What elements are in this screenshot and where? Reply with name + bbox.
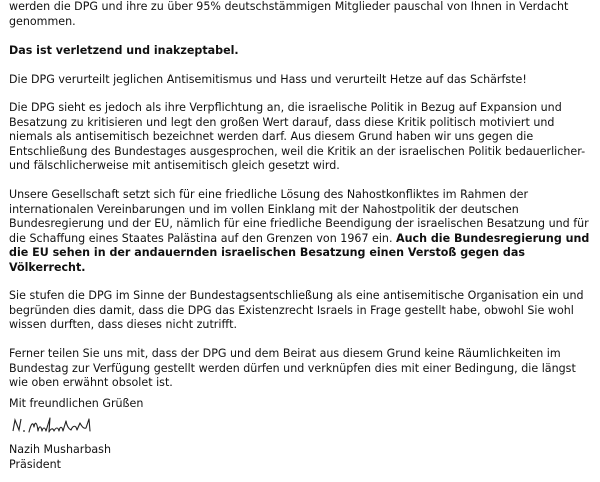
paragraph-criticism: Die DPG sieht es jedoch als ihre Verpflichtung an, die israelische Politik in Bezug auf Expansion und Besatzung zu kritisieren und legt den großen Wert darauf, dass diese Kritik politisch motiviert und niemals als antisemitisch bezeichnet werden darf. Aus diesem Grund haben wir uns gegen die Entschließung des Bundestages ausgesprochen, weil die Kritik an der israelischen Politik bedauerlicher- und fälschlicherweise mit antisemitisch gleich gesetzt wird. [9, 101, 586, 173]
handwritten-signature [10, 415, 110, 441]
signatory-title: Präsident [9, 458, 61, 471]
bold-statement: Das ist verletzend und inakzeptabel. [9, 44, 239, 57]
paragraph-classification: Sie stufen die DPG im Sinne der Bundestagsentschließung als eine antisemitische Organisation ein und begründen dies damit, dass die DPG das Existenzrecht Israels in Frage gestellt habe, obwohl Sie wohl wissen durften, dass dieses nicht zutrifft. [9, 289, 584, 332]
peace-solution-text: Unsere Gesellschaft setzt sich für eine friedliche Lösung des Nahostkonfliktes im Rahmen der internationalen Vereinbarungen und im vollen Einklang mit der Nahostpolitik der deutschen Bundesregierung und der EU, nämlich für eine friedliche Beendigung der israelischen Besatzung und für die Schaffung eines Staates Palästina auf den Grenzen von 1967 ein. [9, 188, 589, 245]
peace-solution-bold: Auch die Bundesregierung und die EU sehen in der andauernden israelischen Besatzung einen Verstoß gegen das Völkerrecht. [9, 231, 590, 274]
paragraph-intro: werden die DPG und ihre zu über 95% deutschstämmigen Mitglieder pauschal von Ihnen in Verdacht genommen. [9, 0, 569, 28]
signatory-name: Nazih Musharbash [9, 443, 111, 456]
paragraph-peace-solution [9, 188, 597, 276]
paragraph-rooms: Ferner teilen Sie uns mit, dass der DPG und dem Beirat aus diesem Grund keine Räumlichkeiten im Bundestag zur Verfügung gestellt werden dürfen und verknüpfen dies mit einer Bedingung, die längst wie oben erwähnt obsolet ist. [9, 347, 576, 390]
paragraph-condemnation: Die DPG verurteilt jeglichen Antisemitismus und Hass und verurteilt Hetze auf das Schärfste! [9, 73, 527, 86]
closing-greeting: Mit freundlichen Grüßen [9, 397, 144, 410]
paragraph-statement [9, 44, 597, 59]
